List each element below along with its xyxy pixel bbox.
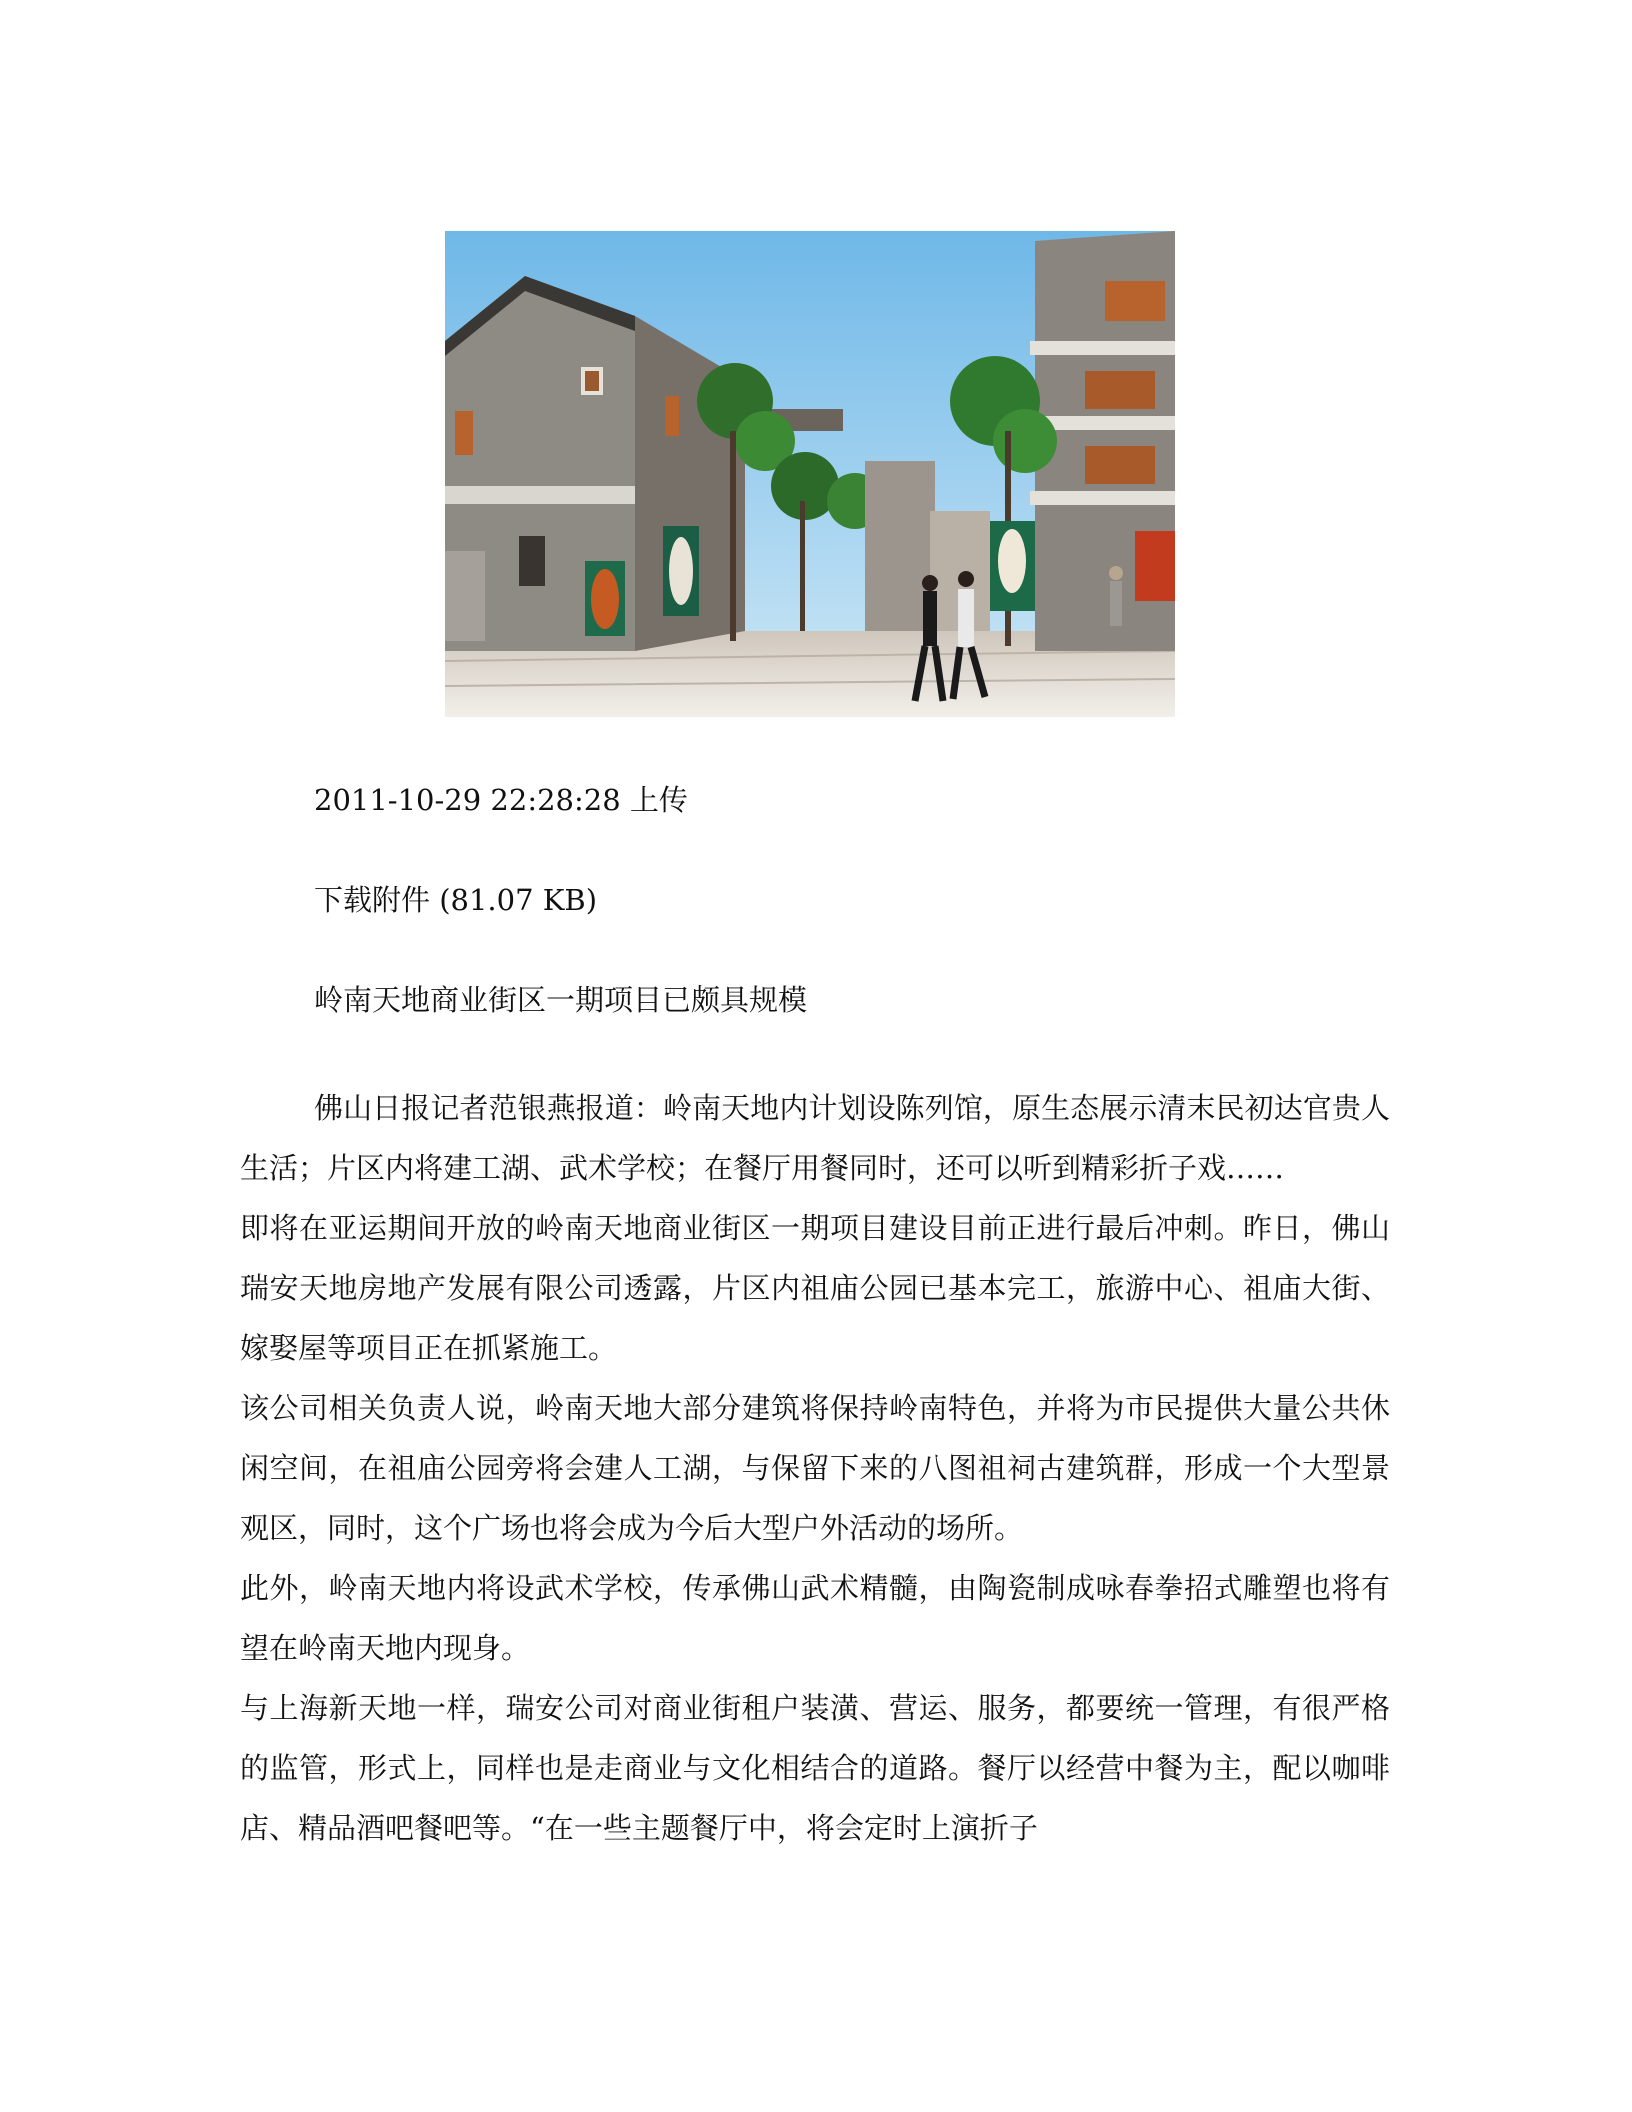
photo-caption: 岭南天地商业街区一期项目已颇具规模	[314, 983, 808, 1017]
street-photo-icon	[445, 231, 1175, 717]
street-photo	[445, 231, 1175, 717]
article-paragraph: 与上海新天地一样，瑞安公司对商业街租户装潢、营运、服务，都要统一管理，有很严格的监管，形式上，同样也是走商业与文化相结合的道路。餐厅以经营中餐为主，配以咖啡店、精品酒吧餐吧等。“在一些主题餐厅中，将会定时上演折子	[240, 1691, 1390, 1845]
article-paragraph: 佛山日报记者范银燕报道：岭南天地内计划设陈列馆，原生态展示清末民初达官贵人生活；片区内将建工湖、武术学校；在餐厅用餐同时，还可以听到精彩折子戏……	[240, 1091, 1390, 1185]
article-paragraph: 即将在亚运期间开放的岭南天地商业街区一期项目建设目前正进行最后冲刺。昨日，佛山瑞安天地房地产发展有限公司透露，片区内祖庙公园已基本完工，旅游中心、祖庙大街、嫁娶屋等项目正在抓紧施工。	[240, 1211, 1390, 1365]
download-attachment-link[interactable]: 下载附件 (81.07 KB)	[314, 883, 598, 917]
article-body	[240, 1078, 1390, 1858]
article-paragraph: 该公司相关负责人说，岭南天地大部分建筑将保持岭南特色，并将为市民提供大量公共休闲空间，在祖庙公园旁将会建人工湖，与保留下来的八图祖祠古建筑群，形成一个大型景观区，同时，这个广场也将会成为今后大型户外活动的场所。	[240, 1391, 1390, 1545]
article-paragraph: 此外，岭南天地内将设武术学校，传承佛山武术精髓，由陶瓷制成咏春拳招式雕塑也将有望在岭南天地内现身。	[240, 1571, 1390, 1665]
upload-timestamp: 2011-10-29 22:28:28 上传	[314, 783, 688, 817]
